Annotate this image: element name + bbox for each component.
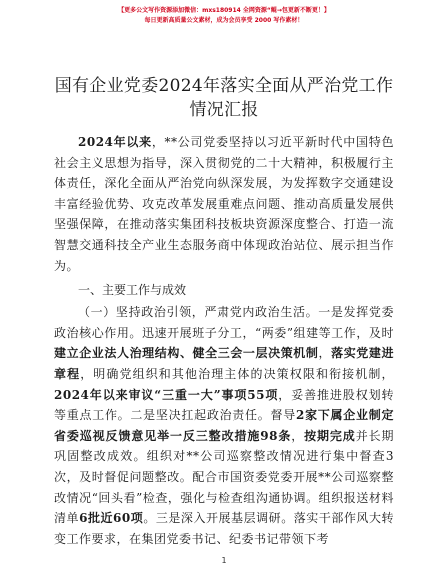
intro-lead: 2024年以来: [78, 135, 152, 149]
banner-line-1: 【更多公文写作资源添加微信：mxs180914 全网资源“鲲→包更新不断更！】: [118, 7, 330, 14]
document-title: 国有企业党委2024年落实全面从严治党工作情况汇报: [54, 76, 394, 120]
promo-banner: [0, 6, 448, 26]
bold-run: 2024年以来审议“三重一大”事项55项: [54, 387, 279, 402]
text-run: 并长期巩固整改成效。组织对**公司巡察整改情况进行集中督查3次，及时督促问题整改。配合市国资委党委开展**公司巡察整改情况“回头看”检查，强化与检查组沟通协调。组织报送材料清单: [54, 428, 394, 526]
text-run: ，: [291, 428, 305, 443]
bold-run: 6批近60项: [79, 511, 144, 526]
bold-run: 落实党建进章程: [54, 346, 394, 381]
banner-line-2: 每日更新高质量公文素材，成为会员享受 2000 写作素材！: [144, 17, 304, 24]
text-run: ，妥善推进股权划转等重点工作。二是坚决扛起政治责任。督导: [54, 387, 394, 423]
page-number: 1: [221, 556, 227, 565]
bold-run: 建立企业法人治理结构、健全三会一层决策机制: [54, 346, 319, 361]
document-page: [54, 74, 394, 549]
intro-paragraph: [54, 132, 394, 276]
text-run: 。三是深入开展基层调研。落实干部作风大转变工作要求，在集团党委书记、纪委书记带领下考: [54, 511, 394, 546]
section-heading: 一、主要工作与成效: [78, 283, 187, 298]
section-paragraph: [54, 302, 394, 549]
bold-run: 2家下属企业制定省委巡视反馈意见举一反三整改措施98条: [54, 408, 394, 443]
text-run: ，明确党组织和其他治理主体的决策权限和衔接机制，: [80, 366, 394, 381]
bold-run: 按期完成: [304, 428, 356, 443]
text-run: （一）坚持政治引领，严肃党内政治生活。一是发挥党委政治核心作用。迅速开展班子分工，“两委”组建等工作，及时: [54, 305, 394, 340]
intro-text: ，**公司党委坚持以习近平新时代中国特色社会主义思想为指导，深入贯彻党的二十大精神，积极履行主体责任，深化全面从严治党向纵深发展，为发挥数字交通建设丰富经验优势、攻克改革发展重难点问题、推动高质量发展供坚强保障，在推动落实集团科技板块资源深度整合、打造一流智慧交通科技全产业生态服务商中体现政治站位、展示担当作为。: [54, 135, 394, 273]
text-run: ，: [318, 346, 332, 361]
